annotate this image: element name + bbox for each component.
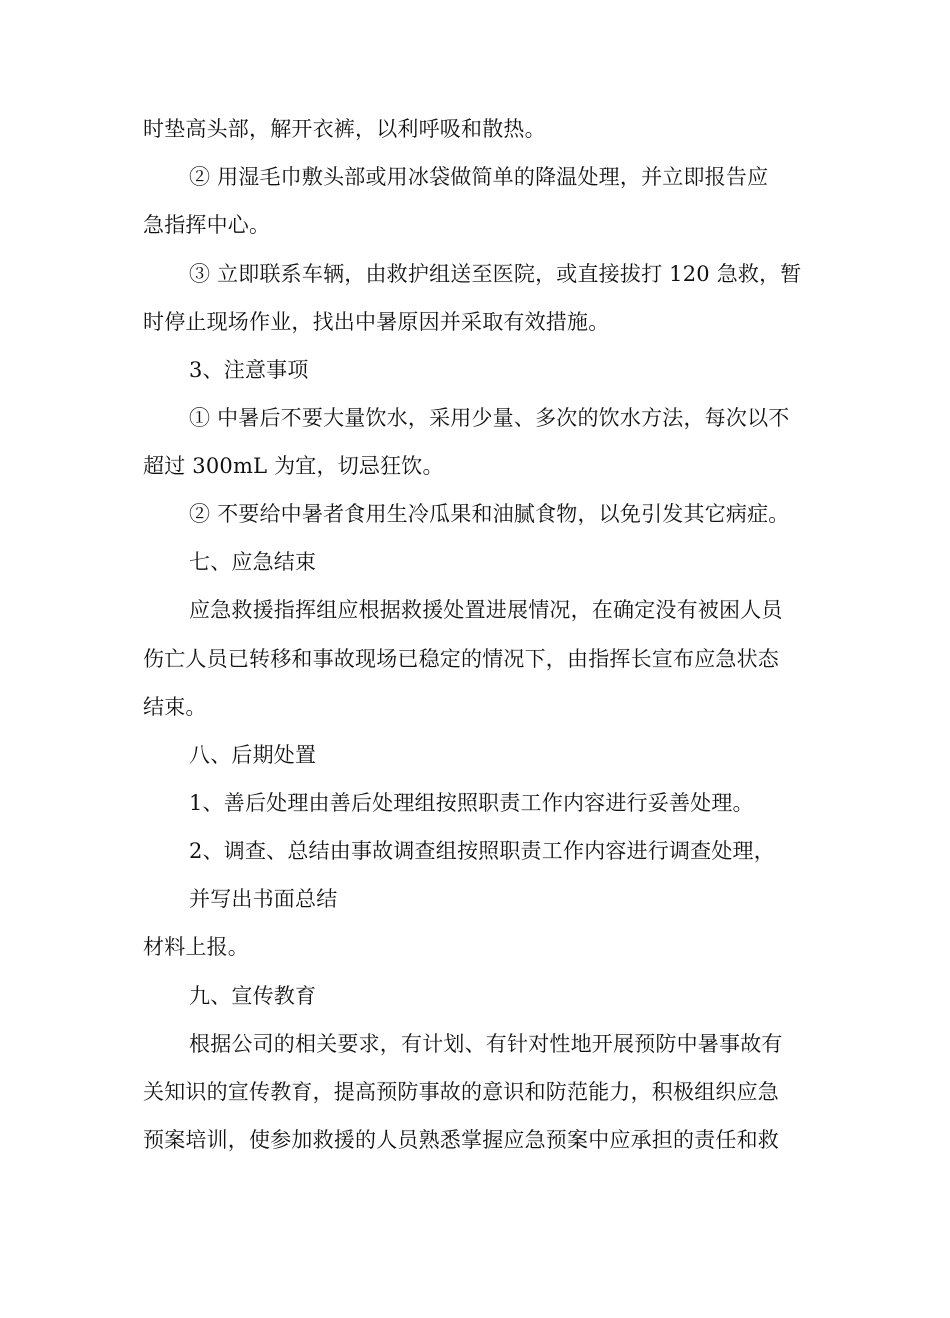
text-line: 1、善后处理由善后处理组按照职责工作内容进行妥善处理。	[189, 791, 754, 815]
section-heading: 3、注意事项	[189, 358, 309, 382]
text-line: 伤亡人员已转移和事故现场已稳定的情况下，由指挥长宣布应急状态	[143, 647, 779, 671]
text-line: ② 用湿毛巾敷头部或用冰袋做简单的降温处理，并立即报告应	[189, 165, 769, 189]
section-heading: 七、应急结束	[189, 550, 317, 574]
text-line: ① 中暑后不要大量饮水，采用少量、多次的饮水方法，每次以不	[189, 406, 790, 430]
text-line: 材料上报。	[143, 935, 249, 959]
section-heading: 九、宣传教育	[189, 984, 317, 1008]
section-heading: 八、后期处置	[189, 743, 317, 767]
text-line: 关知识的宣传教育，提高预防事故的意识和防范能力，积极组织应急	[143, 1080, 779, 1104]
text-line: 预案培训，使参加救援的人员熟悉掌握应急预案中应承担的责任和救	[143, 1128, 779, 1152]
text-line: 2、调查、总结由事故调查组按照职责工作内容进行调查处理，	[189, 839, 775, 863]
text-line: 并写出书面总结	[189, 887, 338, 911]
text-line: 时停止现场作业，找出中暑原因并采取有效措施。	[143, 310, 610, 334]
text-line: 根据公司的相关要求，有计划、有针对性地开展预防中暑事故有	[189, 1032, 783, 1056]
text-line: 时垫高头部，解开衣裤，以利呼吸和散热。	[143, 117, 546, 141]
text-line: ② 不要给中暑者食用生冷瓜果和油腻食物，以免引发其它病症。	[189, 502, 790, 526]
text-line: 急指挥中心。	[143, 213, 271, 237]
text-line: ③ 立即联系车辆，由救护组送至医院，或直接拔打 120 急救，暂	[189, 262, 802, 286]
text-line: 结束。	[143, 695, 207, 719]
text-line: 超过 300mL 为宜，切忌狂饮。	[143, 454, 444, 478]
text-line: 应急救援指挥组应根据救援处置进展情况，在确定没有被困人员	[189, 598, 783, 622]
